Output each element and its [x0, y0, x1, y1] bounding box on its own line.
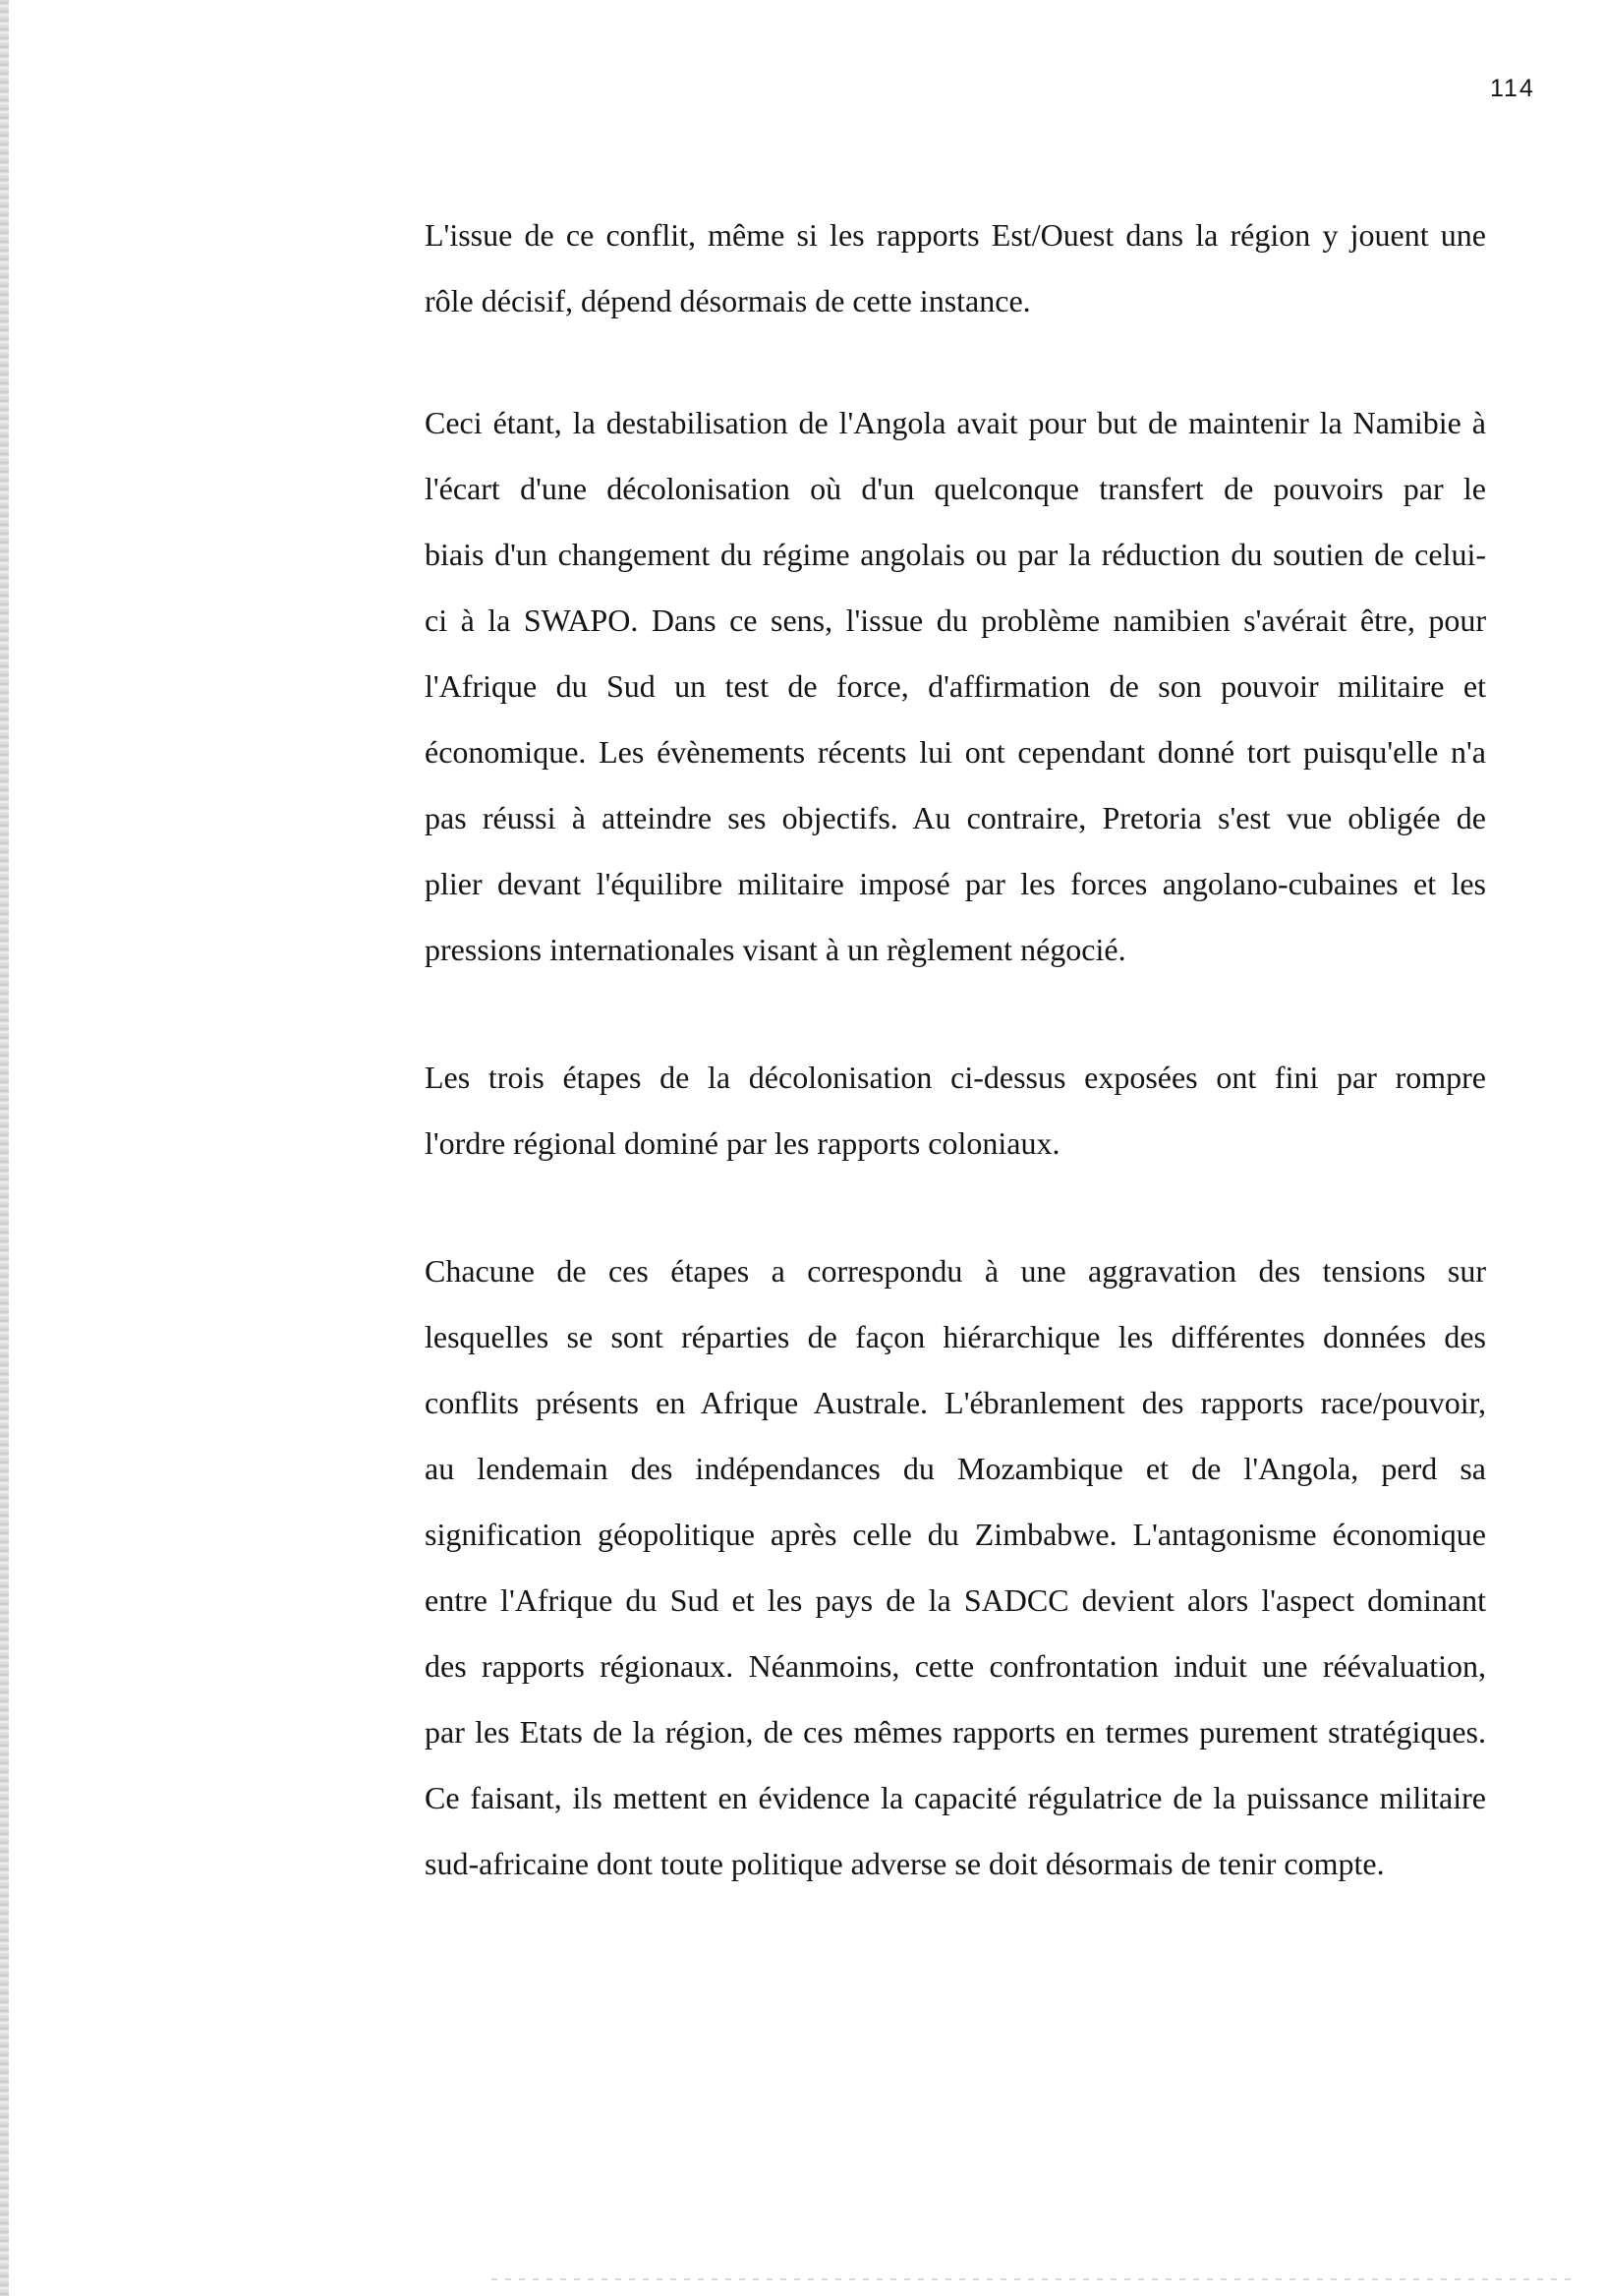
text-line: économique. Les évènements récents lui ont cependant donné tort puisqu'elle n'a — [425, 734, 1486, 770]
text-line: lesquelles se sont réparties de façon hiérarchique les différentes données des — [425, 1319, 1486, 1354]
text-line: pressions internationales visant à un règlement négocié. — [425, 932, 1126, 967]
paragraph-1 — [425, 210, 1486, 342]
text-line: Ce faisant, ils mettent en évidence la capacité régulatrice de la puissance militaire — [425, 1780, 1486, 1815]
page-number: 114 — [1490, 75, 1535, 102]
paragraph-2 — [425, 398, 1486, 991]
text-line: au lendemain des indépendances du Mozambique et de l'Angola, perd sa — [425, 1451, 1486, 1486]
text-line: Les trois étapes de la décolonisation ci-dessus exposées ont fini par rompre — [425, 1060, 1486, 1095]
text-line: L'issue de ce conflit, même si les rapports Est/Ouest dans la région y jouent une — [425, 217, 1486, 253]
text-line: l'écart d'une décolonisation où d'un quelconque transfert de pouvoirs par le — [425, 471, 1486, 506]
paragraph-4 — [425, 1246, 1486, 1905]
text-line: conflits présents en Afrique Australe. L'ébranlement des rapports race/pouvoir, — [425, 1385, 1486, 1420]
text-line: l'ordre régional dominé par les rapports coloniaux. — [425, 1125, 1060, 1161]
text-line: par les Etats de la région, de ces mêmes rapports en termes purement stratégiques. — [425, 1714, 1486, 1750]
scan-edge-artifact — [0, 0, 9, 2296]
text-line: ci à la SWAPO. Dans ce sens, l'issue du problème namibien s'avérait être, pour — [425, 603, 1486, 638]
body-text — [425, 210, 1486, 1905]
text-line: des rapports régionaux. Néanmoins, cette confrontation induit une réévaluation, — [425, 1648, 1486, 1684]
text-line: l'Afrique du Sud un test de force, d'affirmation de son pouvoir militaire et — [425, 668, 1486, 704]
scan-bottom-artifact — [491, 2278, 1573, 2280]
text-line: plier devant l'équilibre militaire imposé par les forces angolano-cubaines et les — [425, 866, 1486, 901]
text-line: sud-africaine dont toute politique adverse se doit désormais de tenir compte. — [425, 1846, 1385, 1881]
text-line: entre l'Afrique du Sud et les pays de la SADCC devient alors l'aspect dominant — [425, 1582, 1486, 1618]
text-line: biais d'un changement du régime angolais ou par la réduction du soutien de celui- — [425, 537, 1486, 572]
paragraph-3 — [425, 1053, 1486, 1184]
text-line: signification géopolitique après celle du Zimbabwe. L'antagonisme économique — [425, 1517, 1486, 1552]
text-line: pas réussi à atteindre ses objectifs. Au contraire, Pretoria s'est vue obligée de — [425, 800, 1486, 835]
text-line: Chacune de ces étapes a correspondu à une aggravation des tensions sur — [425, 1253, 1486, 1289]
text-line: Ceci étant, la destabilisation de l'Angola avait pour but de maintenir la Namibie à — [425, 405, 1486, 440]
text-line: rôle décisif, dépend désormais de cette instance. — [425, 283, 1031, 318]
